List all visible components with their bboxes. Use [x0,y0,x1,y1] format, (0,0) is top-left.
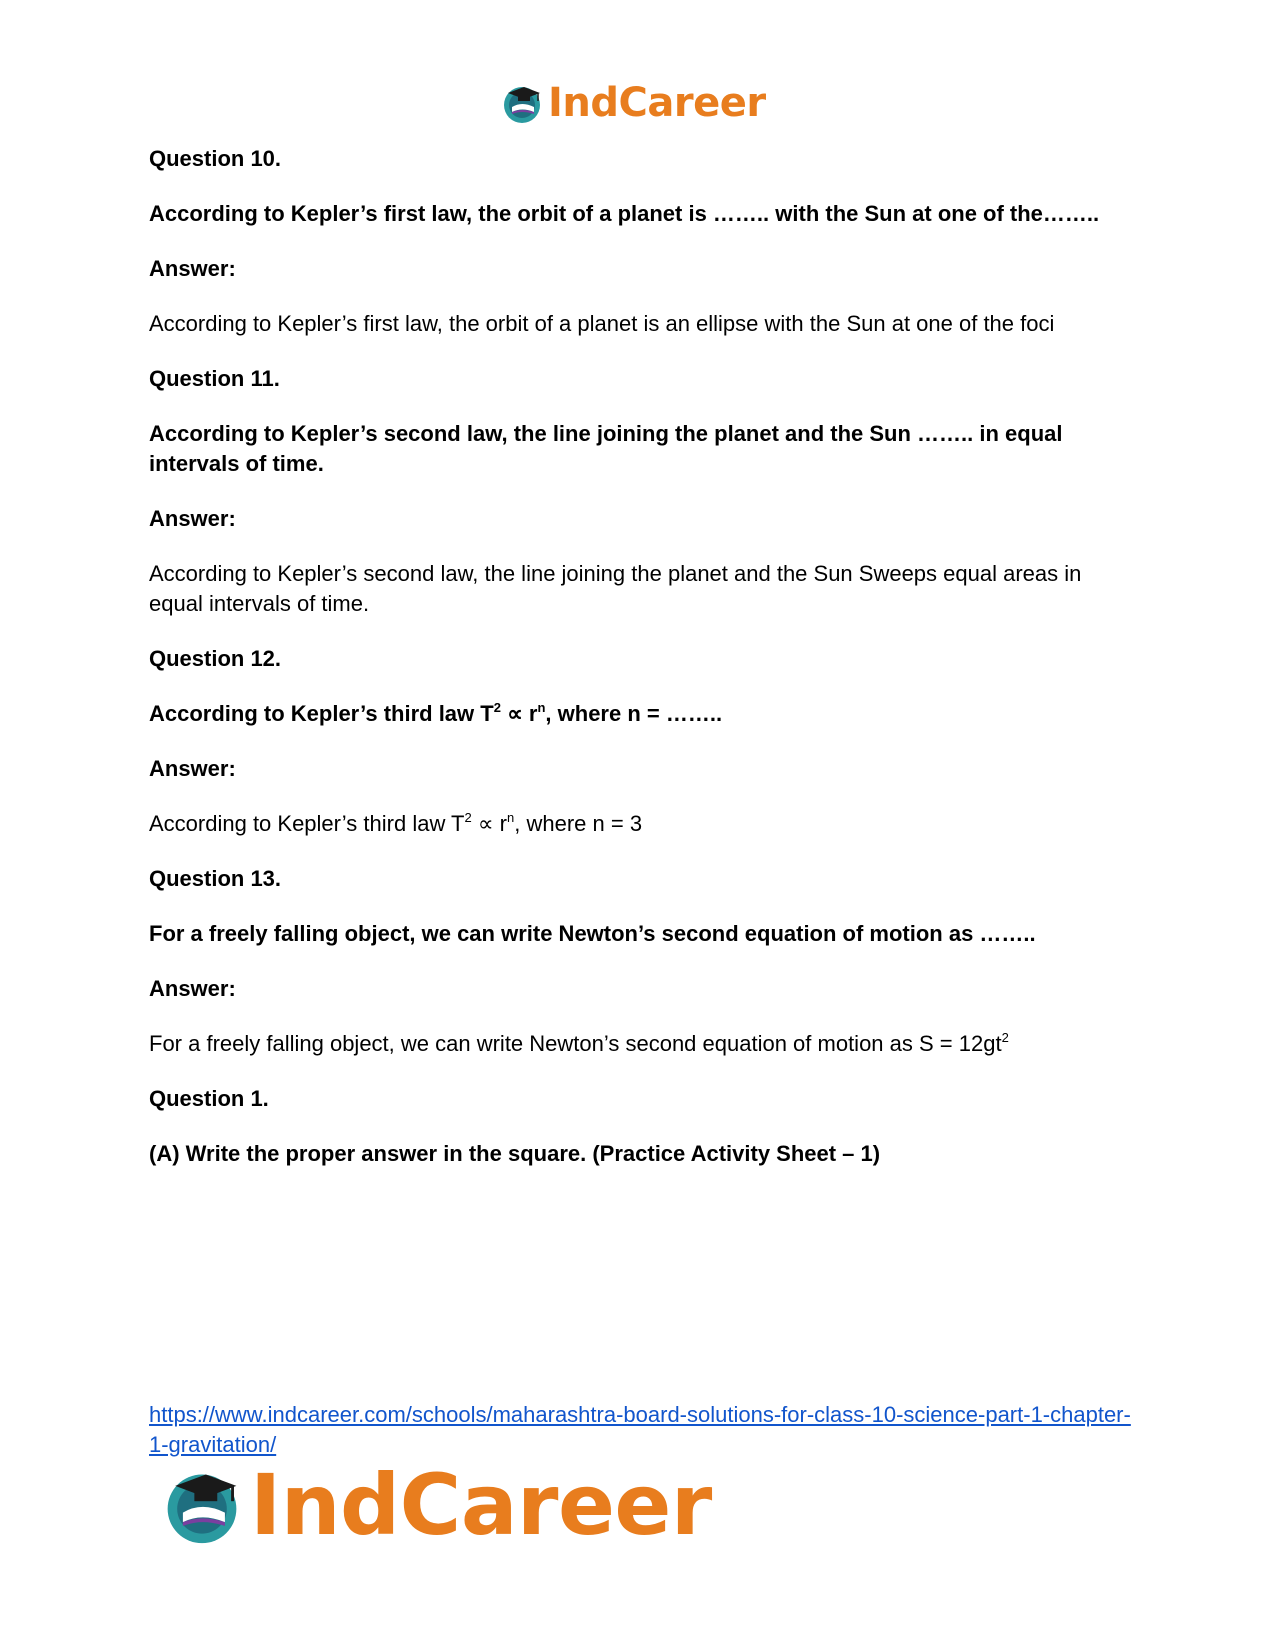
question-heading: Question 10. [149,146,282,171]
question-text: According to Kepler’s second law, the line joining the planet and the Sun …….. in equal intervals of time. [149,421,1063,476]
question-text: According to Kepler’s first law, the orbit of a planet is …….. with the Sun at one of the…….. [149,201,1100,226]
question-heading: Question 11. [149,366,280,391]
logo-wordmark: IndCareer [250,1456,712,1554]
graduation-globe-icon [500,81,544,125]
indcareer-logo-bottom [160,1456,712,1554]
answer-text: For a freely falling object, we can write Newton’s second equation of motion as $S = 12gt^2$ [149,1030,1009,1056]
answer-label: Answer: [149,976,236,1001]
question-text: For a freely falling object, we can write Newton’s second equation of motion as …….. [149,921,1036,946]
question-text: (A) Write the proper answer in the square. (Practice Activity Sheet – 1) [149,1141,881,1166]
graduation-globe-icon [160,1463,244,1547]
answer-text: According to Kepler’s second law, the line joining the planet and the Sun Sweeps equal areas in equal intervals of time. [149,561,1082,616]
answer-label: Answer: [149,756,236,781]
question-heading: Question 12. [149,646,282,671]
answer-text: According to Kepler’s first law, the orbit of a planet is an ellipse with the Sun at one of the foci [149,311,1055,336]
answer-label: Answer: [149,506,236,531]
indcareer-logo-top [500,78,766,128]
question-heading: Question 13. [149,866,282,891]
logo-wordmark: IndCareer [548,80,766,126]
question-text: According to Kepler’s third law $T^2 \propto r^n$, where n = …….. [149,700,723,726]
answer-text: According to Kepler’s third law $T^2 \propto r^n$, where n = 3 [149,810,643,836]
document-body [149,144,1134,1194]
source-link[interactable]: https://www.indcareer.com/schools/maharashtra-board-solutions-for-class-10-science-part-1-chapter-1-gravitation/ [149,1402,1131,1457]
question-heading: Question 1. [149,1086,269,1111]
answer-label: Answer: [149,256,236,281]
